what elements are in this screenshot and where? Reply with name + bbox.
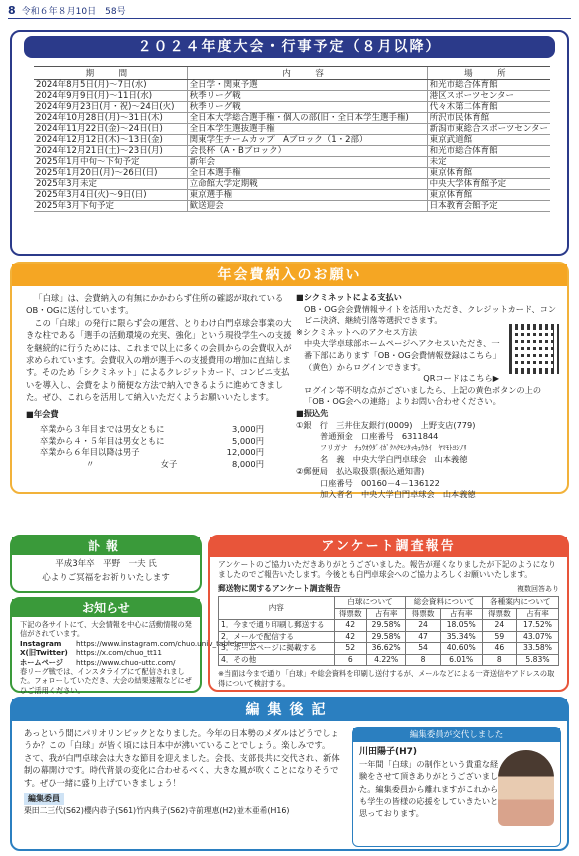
postal-line: 口座番号 00160－4－136122: [320, 477, 440, 488]
survey-value: 52: [334, 643, 366, 655]
schedule-title: ２０２４年度大会・行事予定（８月以降）: [24, 36, 555, 58]
schedule-period: 2024年9月9日(月)～11日(水): [34, 91, 187, 102]
survey-value: 5.83%: [516, 654, 558, 666]
survey-value: 33.58%: [516, 643, 558, 655]
survey-option: 1．今まで通り印刷し郵送する: [219, 620, 335, 632]
schedule-period: 2024年10月28日(月)～31日(木): [34, 113, 187, 124]
survey-col: 得票数: [334, 608, 366, 620]
obituary-title: 訃報: [12, 537, 200, 555]
schedule-row: [34, 135, 550, 146]
login-help: ログイン等不明な点がございましたら、上記の黄色ボタンの上の「OB・OG会への連絡」よりお問い合わせください。: [304, 384, 542, 407]
survey-value: 6: [334, 654, 366, 666]
issue-date: 令和６年８月10日: [21, 7, 97, 17]
schedule-content: 全日学・関東予選: [187, 80, 427, 91]
fee-amount: 3,000円: [231, 424, 264, 435]
survey-group-header: 各種案内について: [482, 597, 558, 609]
qr-caption: QRコードはこちら▶: [423, 373, 499, 384]
schedule-place: 和光市総合体育館: [427, 80, 550, 91]
survey-row: [219, 654, 559, 666]
survey-row: [219, 643, 559, 655]
dues-title: 年会費納入のお願い: [12, 264, 567, 286]
schedule-row: [34, 102, 550, 113]
col-content: 内 容: [187, 67, 427, 80]
editorial-section: [10, 697, 569, 851]
survey-table-title: 郵送物に関するアンケート調査報告: [218, 583, 341, 593]
fee-label: 卒業から３年目までは男女ともに: [40, 424, 165, 435]
survey-section: [208, 535, 569, 692]
editor-change-title: 編集委員が交代しました: [353, 728, 560, 742]
schedule-period: 2025年3月未定: [34, 179, 187, 190]
issue-number: 58号: [105, 7, 126, 17]
survey-group-header: 総会資料について: [406, 597, 482, 609]
fee-row: [26, 447, 266, 459]
editor-photo: [498, 750, 554, 826]
schedule-content: 全日本大学総合選手権・個人の部(旧・全日本学生選手権): [187, 113, 427, 124]
schedule-period: 2025年1月20日(月)～26日(日): [34, 168, 187, 179]
schedule-content: 全日本学生選抜選手権: [187, 124, 427, 135]
schedule-period: 2024年12月21日(土)～23日(月): [34, 146, 187, 157]
survey-value: 24: [406, 620, 440, 632]
schedule-content: 新年会: [187, 157, 427, 168]
obituary-condolence: 心よりご冥福をお祈りいたします: [42, 573, 170, 583]
access-heading: ※シクミネットへのアクセス方法: [296, 326, 418, 337]
schedule-place: 日本教育会館予定: [427, 201, 550, 212]
bank-line: フリガナ ﾁｭｳｵｳﾀﾞｲｶﾞｸﾊｸﾓﾝﾀｯｷｭｳｶｲ ﾔﾏﾓﾄﾖｼﾉﾘ: [320, 443, 467, 452]
schedule-content: 会長杯（A・Bブロック）: [187, 146, 427, 157]
dues-paragraph: 「白球」は、会費納入の有無にかかわらず住所の確認が取れているOB・OGに送付しています。: [26, 293, 284, 316]
survey-value: 40.60%: [440, 643, 482, 655]
dues-left: [26, 292, 292, 470]
fee-label: 卒業から４・５年目は男女ともに: [40, 435, 165, 446]
notice-link-label: X(旧Twitter): [20, 648, 68, 658]
fee-table: [26, 424, 266, 470]
shikuminet-heading: ■シクミネットによる支払い: [296, 292, 402, 302]
survey-group-header: 白球について: [334, 597, 406, 609]
fee-label: 卒業から６年目以降は男子: [40, 447, 140, 458]
bank-line: ①銀 行 三井住友銀行(0009) 上野支店(779): [296, 419, 476, 430]
postal-line: ②郵便局 払込取扱票(振込通知書): [296, 465, 425, 476]
editor-change-box: [352, 727, 561, 847]
schedule-period: 2024年9月23日(月・祝)～24日(火): [34, 102, 187, 113]
survey-value: 29.58%: [366, 631, 406, 643]
schedule-place: 東京武道館: [427, 135, 550, 146]
schedule-content: 立命館大学定期戦: [187, 179, 427, 190]
survey-value: 17.52%: [516, 620, 558, 632]
schedule-row: [34, 124, 550, 135]
page-number: 8: [8, 4, 16, 17]
editorial-text: あっという間にパリオリンピックとなりました。今年の日本勢のメダルはどうでしょうか？この「白球」が皆く頃には日本中が沸いていることでしょう。楽しみです。 さて、我が白門卓球会は大きな節目を迎えました。会長、支部長共に交代され、新体制の幕開けです。時代背景の変化に合わせるべく、大きな風が吹くことになりそうです。ぜひ一緒に盛り上げていきましょう！: [24, 728, 340, 788]
schedule-period: 2024年11月22日(金)～24日(日): [34, 124, 187, 135]
schedule-row: [34, 190, 550, 201]
survey-value: 24: [482, 620, 516, 632]
schedule-table: [34, 66, 550, 212]
survey-col: 得票数: [482, 608, 516, 620]
notice-outro: 春リーグ戦では、インスタライブにて配信されました。フォローしていただき、大会の結果速報などにぜひご活用ください。: [20, 667, 192, 695]
notice-link-row: [20, 638, 257, 648]
schedule-place: 未定: [427, 157, 550, 168]
schedule-period: 2024年12月12日(木)～13日(金): [34, 135, 187, 146]
schedule-content: 全日本選手権: [187, 168, 427, 179]
fee-row: [26, 459, 266, 471]
fee-row: [26, 424, 266, 436]
dues-paragraph: この「白球」の発行に限らず会の運営、とりわけ白門卓球会事業の大きな柱である「選手の活動環境の充実、強化」という現役学生への支援を継続的に行うためには、これまで以上に多くの会員からの会費収入が求められています。会費収入の増が選手への支援費用の増加に直結します。そのため「シクミネット」によるクレジットカード、コンビニ支払いを導入し、会費をより簡便な方法で納入できるように進めてきました。ぜひ、これらを活用して納入いただくようお願いいたします。: [26, 317, 292, 403]
schedule-row: [34, 179, 550, 190]
col-place: 場 所: [427, 67, 550, 80]
shikuminet-text: OB・OG会会費情報サイトを活用いただき、クレジットカード、コンビニ決済、継続引落等選択できます。: [304, 303, 557, 326]
transfer-heading: ■振込先: [296, 407, 329, 418]
survey-col: 占有率: [366, 608, 406, 620]
editor-message: 一年間「白球」の制作という貴重な経験をさせて頂きありがとうございました。編集委員から離れますがこれからも学生の皆様の応援をしていきたいと思っております。: [359, 759, 499, 819]
survey-value: 46: [482, 643, 516, 655]
schedule-place: 港区スポーツセンター: [427, 91, 550, 102]
editorial-title: 編集後記: [12, 699, 567, 721]
survey-col-content: 内容: [219, 597, 335, 620]
survey-value: 43.07%: [516, 631, 558, 643]
schedule-row: [34, 201, 550, 212]
survey-value: 8: [406, 654, 440, 666]
access-text: 中央大学卓球部ホームページへアクセスいただき、一番下部にあります「OB・OG会費情報登録はこちら」（黄色）からログインできます。: [304, 338, 501, 372]
schedule-place: 東京体育館: [427, 168, 550, 179]
survey-option: 4．その他: [219, 654, 335, 666]
schedule-row: [34, 113, 550, 124]
bank-line: 普通預金 口座番号 6311844: [320, 431, 439, 442]
postal-line: 加入者名 中央大学白門卓球会 山本義徳: [320, 489, 476, 500]
schedule-period: 2025年1月中旬～下旬予定: [34, 157, 187, 168]
members-list: 栗田二三代(S62)櫻内恭子(S61)竹内典子(S62)寺前理恵(H2)並木亜希(H16): [24, 806, 290, 816]
notice-link-label: ホームページ: [20, 657, 63, 667]
survey-row: [219, 620, 559, 632]
survey-value: 42: [334, 631, 366, 643]
survey-value: 35.34%: [440, 631, 482, 643]
obituary-name: 平成3年卒 平野 一夫 氏: [55, 559, 157, 569]
schedule-place: 中央大学体育館予定: [427, 179, 550, 190]
page-header: [8, 4, 126, 17]
survey-col: 占有率: [440, 608, 482, 620]
survey-option: 3．ホームページに掲載する: [219, 643, 335, 655]
survey-table: [218, 596, 559, 666]
schedule-place: 和光市総合体育館: [427, 146, 550, 157]
survey-value: 54: [406, 643, 440, 655]
col-period: 期 間: [34, 67, 187, 80]
notice-title: お知らせ: [12, 599, 200, 617]
fee-label: 〃 女子: [86, 458, 178, 469]
obituary-section: [10, 535, 202, 593]
schedule-content: 秋季リーグ戦: [187, 102, 427, 113]
homepage-link[interactable]: https://www.chuo-uttc.com/: [76, 657, 176, 667]
x-link[interactable]: https://x.com/chuo_tt11: [76, 648, 162, 658]
survey-col: 占有率: [516, 608, 558, 620]
schedule-content: 東京選手権: [187, 190, 427, 201]
survey-value: 59: [482, 631, 516, 643]
dues-section: [10, 262, 569, 500]
schedule-place: 東京体育館: [427, 190, 550, 201]
survey-option: 2．メールで配信する: [219, 631, 335, 643]
survey-intro: アンケートのご協力いただきありがとうございました。報告が遅くなりましたが下記のようになりましたのでご報告いたします。今後とも白門卓球会へのご協力よろしくお願いいたします。: [218, 560, 556, 580]
schedule-section: [10, 30, 569, 256]
schedule-place: 新潟市東総合スポーツセンター: [427, 124, 550, 135]
schedule-row: [34, 146, 550, 157]
schedule-period: 2025年3月下旬予定: [34, 201, 187, 212]
fee-amount: 12,000円: [226, 447, 264, 458]
schedule-row: [34, 80, 550, 91]
survey-footnote: ※当面は今まで通り「白球」や総会資料を印刷し送付するが、メールなどによる一斉送信やアドレスの取得について検討する。: [218, 669, 555, 688]
survey-value: 6.01%: [440, 654, 482, 666]
editor-name: 川田陽子(H7): [359, 747, 418, 757]
survey-value: 29.58%: [366, 620, 406, 632]
schedule-place: 所沢市民体育館: [427, 113, 550, 124]
notice-link-label: Instagram: [20, 638, 62, 648]
survey-value: 18.05%: [440, 620, 482, 632]
schedule-period: 2025年3月4日(火)～9日(日): [34, 190, 187, 201]
schedule-period: 2024年8月5日(月)～7日(水): [34, 80, 187, 91]
fee-heading: ■年会費: [26, 408, 59, 419]
survey-title: アンケート調査報告: [210, 537, 567, 557]
fee-row: [26, 436, 266, 448]
schedule-content: 秋季リーグ戦: [187, 91, 427, 102]
notice-link-row: [20, 658, 192, 667]
instagram-link[interactable]: https://www.instagram.com/chuo.univ_tabletennis: [76, 638, 257, 648]
fee-amount: 5,000円: [231, 435, 264, 446]
schedule-row: [34, 91, 550, 102]
schedule-row: [34, 157, 550, 168]
survey-note: 複数回答あり: [517, 584, 559, 593]
survey-value: 4.22%: [366, 654, 406, 666]
survey-row: [219, 631, 559, 643]
qr-code-icon[interactable]: [509, 324, 559, 374]
schedule-row: [34, 168, 550, 179]
notice-intro: 下記の各サイトにて、大会情報を中心に活動情報の発信がされています。: [20, 620, 192, 639]
survey-value: 42: [334, 620, 366, 632]
bank-line: 名 義 中央大学白門卓球会 山本義徳: [320, 454, 468, 465]
schedule-content: 関東学生チームカップ Aブロック（1・2部）: [187, 135, 427, 146]
fee-amount: 8,000円: [231, 458, 264, 469]
header-rule: [8, 18, 571, 19]
notice-link-row: [20, 648, 192, 657]
survey-col: 得票数: [406, 608, 440, 620]
survey-value: 47: [406, 631, 440, 643]
schedule-place: 代々木第二体育館: [427, 102, 550, 113]
survey-value: 36.62%: [366, 643, 406, 655]
schedule-content: 歓送迎会: [187, 201, 427, 212]
survey-value: 8: [482, 654, 516, 666]
members-heading: 編集委員: [24, 793, 64, 805]
